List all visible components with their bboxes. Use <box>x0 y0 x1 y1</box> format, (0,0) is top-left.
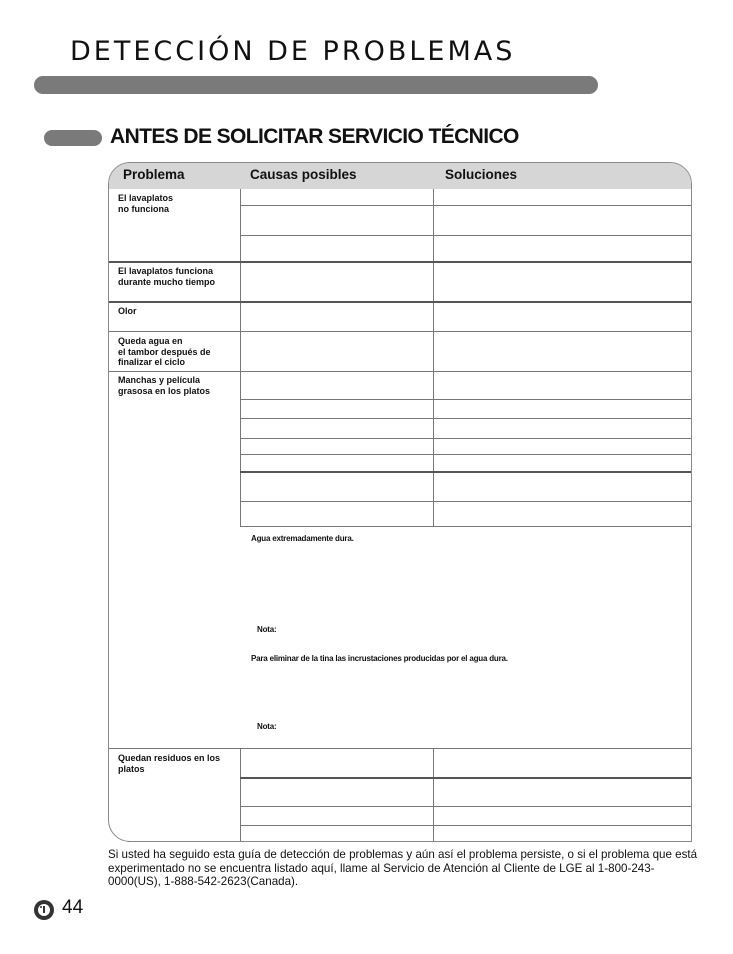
table-header <box>109 163 691 189</box>
note-incrustaciones: Para eliminar de la tina las incrustaciones producidas por el agua dura. <box>251 654 508 663</box>
footer-contact-text: Si usted ha seguido esta guía de detección de problemas y aún así el problema persiste, o si el problema que está experimentado no se encuentra listado aquí, llame al Servicio de Atención al Cliente de LGE al 1-800-243-0000(US), 1-888-542-2623(Canada). <box>108 848 698 888</box>
column-header-problema: Problema <box>123 167 185 182</box>
cell-divider <box>240 777 692 779</box>
problem-residuos: Quedan residuos en los platos <box>118 753 221 774</box>
lg-logo-icon <box>34 900 54 920</box>
row-divider <box>109 748 691 749</box>
cell-divider <box>240 501 692 502</box>
column-divider <box>240 189 241 526</box>
section-marker <box>44 130 102 146</box>
cell-divider <box>240 235 692 236</box>
cell-divider <box>240 399 692 400</box>
cell-divider <box>240 806 692 807</box>
cell-divider <box>240 825 692 826</box>
problem-queda-agua: Queda agua en el tambor después de finalizar el ciclo <box>118 336 211 367</box>
column-header-causas: Causas posibles <box>250 167 357 182</box>
column-divider <box>433 749 434 842</box>
section-title: ANTES DE SOLICITAR SERVICIO TÉCNICO <box>110 125 519 148</box>
note-label: Nota: <box>257 722 277 731</box>
note-label: Nota: <box>257 625 277 634</box>
cell-divider <box>240 418 692 419</box>
row-divider <box>109 331 691 332</box>
column-header-soluciones: Soluciones <box>445 167 518 182</box>
cell-divider <box>240 205 692 206</box>
cell-divider <box>240 438 692 439</box>
column-divider <box>433 189 434 526</box>
problem-mucho-tiempo: El lavaplatos funciona durante mucho tiempo <box>118 266 216 287</box>
column-divider <box>240 749 241 842</box>
row-divider <box>109 371 691 372</box>
problem-no-funciona: El lavaplatos no funciona <box>118 193 174 214</box>
page-number: 44 <box>62 897 84 918</box>
page-title: DETECCIÓN DE PROBLEMAS <box>70 36 516 67</box>
troubleshooting-table <box>108 162 692 842</box>
cell-divider <box>240 454 692 455</box>
problem-manchas: Manchas y película grasosa en los platos <box>118 375 211 396</box>
cell-divider <box>240 526 692 527</box>
row-divider <box>109 301 691 303</box>
note-agua-dura: Agua extremadamente dura. <box>251 534 354 543</box>
title-underline-bar <box>34 76 598 94</box>
problem-olor: Olor <box>118 306 137 316</box>
row-divider <box>109 261 691 263</box>
cell-divider <box>240 471 692 473</box>
